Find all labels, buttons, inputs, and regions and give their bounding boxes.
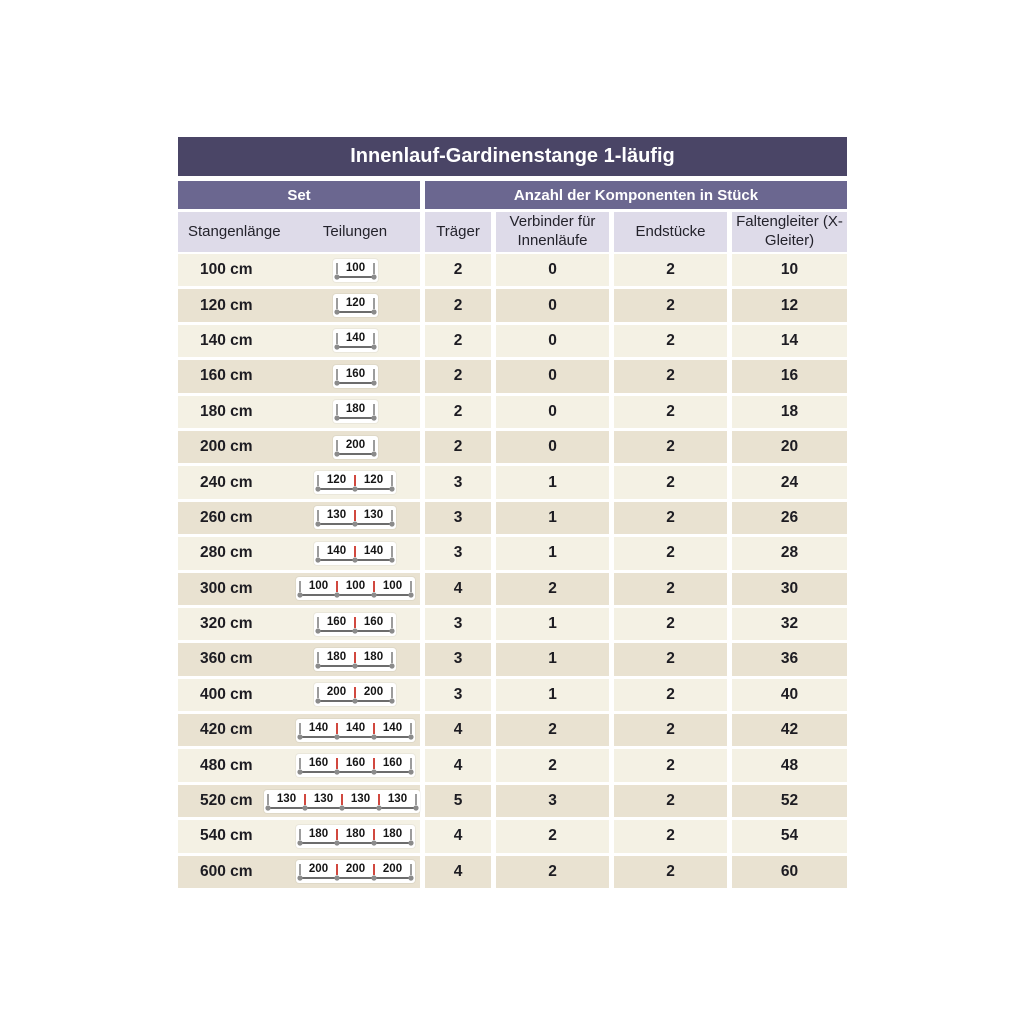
table-row — [178, 856, 847, 888]
table-title: Innenlauf-Gardinenstange 1-läufig — [178, 137, 847, 176]
traeger-value: 2 — [425, 325, 491, 357]
table-row — [178, 714, 847, 746]
svg-text:160: 160 — [326, 615, 347, 628]
traeger-value: 3 — [425, 537, 491, 569]
table-row — [178, 396, 847, 428]
svg-text:130: 130 — [363, 509, 384, 522]
traeger-value: 2 — [425, 360, 491, 392]
verbinder-value: 3 — [496, 785, 609, 817]
svg-text:200: 200 — [345, 438, 365, 451]
table-row — [178, 431, 847, 463]
column-header-traeger: Träger — [425, 212, 491, 252]
traeger-value: 4 — [425, 714, 491, 746]
set-cell — [178, 643, 420, 675]
verbinder-value: 1 — [496, 608, 609, 640]
endstuecke-value: 2 — [614, 643, 727, 675]
section-header-row — [178, 181, 847, 209]
endstuecke-value: 2 — [614, 820, 727, 852]
teilungen-diagram — [296, 860, 415, 883]
traeger-value: 4 — [425, 856, 491, 888]
svg-text:100: 100 — [308, 580, 328, 593]
stangenlaenge-value: 520 cm — [200, 792, 253, 810]
verbinder-value: 1 — [496, 502, 609, 534]
set-cell — [178, 254, 420, 286]
traeger-value: 3 — [425, 608, 491, 640]
svg-text:160: 160 — [363, 615, 384, 628]
stangenlaenge-value: 600 cm — [200, 862, 253, 880]
teilungen-diagram — [314, 542, 396, 565]
stangenlaenge-value: 360 cm — [200, 650, 253, 668]
traeger-value: 2 — [425, 396, 491, 428]
stangenlaenge-value: 240 cm — [200, 473, 253, 491]
stangenlaenge-value: 140 cm — [200, 331, 253, 349]
table-body — [178, 254, 847, 888]
verbinder-value: 1 — [496, 643, 609, 675]
table-row — [178, 608, 847, 640]
faltengleiter-value: 40 — [732, 679, 847, 711]
stangenlaenge-value: 420 cm — [200, 721, 253, 739]
table-row — [178, 325, 847, 357]
endstuecke-value: 2 — [614, 254, 727, 286]
teilungen-diagram — [314, 648, 396, 671]
stangenlaenge-value: 260 cm — [200, 508, 253, 526]
teilungen-diagram — [333, 436, 378, 459]
teilungen-diagram — [314, 683, 396, 706]
table-row — [178, 573, 847, 605]
verbinder-value: 2 — [496, 856, 609, 888]
table-row — [178, 820, 847, 852]
faltengleiter-value: 10 — [732, 254, 847, 286]
svg-text:130: 130 — [326, 509, 347, 522]
faltengleiter-value: 14 — [732, 325, 847, 357]
verbinder-value: 0 — [496, 289, 609, 321]
column-header-set — [178, 212, 420, 252]
svg-text:200: 200 — [345, 863, 365, 876]
set-cell — [178, 325, 420, 357]
set-cell — [178, 396, 420, 428]
stangenlaenge-value: 300 cm — [200, 579, 253, 597]
stangenlaenge-value: 160 cm — [200, 367, 253, 385]
svg-text:100: 100 — [345, 580, 365, 593]
svg-text:200: 200 — [382, 863, 402, 876]
verbinder-value: 1 — [496, 537, 609, 569]
verbinder-value: 0 — [496, 360, 609, 392]
svg-text:120: 120 — [363, 474, 384, 487]
traeger-value: 4 — [425, 820, 491, 852]
verbinder-value: 1 — [496, 466, 609, 498]
teilungen-diagram — [314, 471, 396, 494]
svg-text:120: 120 — [345, 297, 365, 310]
svg-text:180: 180 — [326, 650, 347, 663]
teilungen-diagram — [333, 294, 378, 317]
set-cell — [178, 856, 420, 888]
table-row — [178, 537, 847, 569]
column-header-endstuecke: Endstücke — [614, 212, 727, 252]
endstuecke-value: 2 — [614, 289, 727, 321]
table-row — [178, 679, 847, 711]
svg-text:130: 130 — [387, 792, 408, 805]
section-header-set: Set — [178, 181, 420, 209]
traeger-value: 2 — [425, 431, 491, 463]
faltengleiter-value: 48 — [732, 749, 847, 781]
section-header-components: Anzahl der Komponenten in Stück — [425, 181, 847, 209]
endstuecke-value: 2 — [614, 396, 727, 428]
teilungen-diagram — [333, 400, 378, 423]
faltengleiter-value: 30 — [732, 573, 847, 605]
verbinder-value: 2 — [496, 820, 609, 852]
faltengleiter-value: 52 — [732, 785, 847, 817]
teilungen-diagram — [314, 613, 396, 636]
faltengleiter-value: 12 — [732, 289, 847, 321]
endstuecke-value: 2 — [614, 856, 727, 888]
stangenlaenge-value: 180 cm — [200, 402, 253, 420]
teilungen-diagram — [296, 754, 415, 777]
set-cell — [178, 679, 420, 711]
faltengleiter-value: 24 — [732, 466, 847, 498]
table-row — [178, 643, 847, 675]
column-header-stangenlaenge: Stangenlänge — [188, 222, 281, 240]
table-row — [178, 785, 847, 817]
column-header-teilungen: Teilungen — [322, 222, 388, 240]
stangenlaenge-value: 120 cm — [200, 296, 253, 314]
svg-text:200: 200 — [363, 686, 384, 699]
stangenlaenge-value: 280 cm — [200, 544, 253, 562]
teilungen-diagram — [296, 577, 415, 600]
stangenlaenge-value: 100 cm — [200, 261, 253, 279]
verbinder-value: 0 — [496, 396, 609, 428]
stangenlaenge-value: 480 cm — [200, 756, 253, 774]
endstuecke-value: 2 — [614, 608, 727, 640]
svg-text:100: 100 — [382, 580, 402, 593]
svg-text:140: 140 — [326, 544, 347, 557]
traeger-value: 2 — [425, 254, 491, 286]
traeger-value: 4 — [425, 573, 491, 605]
endstuecke-value: 2 — [614, 431, 727, 463]
svg-text:160: 160 — [345, 757, 365, 770]
table-row — [178, 254, 847, 286]
teilungen-diagram — [333, 365, 378, 388]
traeger-value: 2 — [425, 289, 491, 321]
table-row — [178, 289, 847, 321]
faltengleiter-value: 36 — [732, 643, 847, 675]
svg-text:140: 140 — [363, 544, 384, 557]
endstuecke-value: 2 — [614, 573, 727, 605]
table-row — [178, 502, 847, 534]
endstuecke-value: 2 — [614, 679, 727, 711]
table-row — [178, 466, 847, 498]
teilungen-diagram — [296, 825, 415, 848]
traeger-value: 3 — [425, 502, 491, 534]
endstuecke-value: 2 — [614, 537, 727, 569]
teilungen-diagram — [296, 719, 415, 742]
endstuecke-value: 2 — [614, 325, 727, 357]
svg-text:160: 160 — [345, 367, 365, 380]
endstuecke-value: 2 — [614, 466, 727, 498]
set-cell — [178, 360, 420, 392]
traeger-value: 5 — [425, 785, 491, 817]
teilungen-diagram — [264, 790, 420, 813]
svg-text:160: 160 — [308, 757, 328, 770]
verbinder-value: 2 — [496, 749, 609, 781]
faltengleiter-value: 32 — [732, 608, 847, 640]
verbinder-value: 2 — [496, 714, 609, 746]
faltengleiter-value: 26 — [732, 502, 847, 534]
faltengleiter-value: 16 — [732, 360, 847, 392]
traeger-value: 3 — [425, 466, 491, 498]
set-cell — [178, 785, 420, 817]
endstuecke-value: 2 — [614, 714, 727, 746]
svg-text:100: 100 — [345, 261, 365, 274]
endstuecke-value: 2 — [614, 360, 727, 392]
endstuecke-value: 2 — [614, 502, 727, 534]
faltengleiter-value: 54 — [732, 820, 847, 852]
verbinder-value: 1 — [496, 679, 609, 711]
svg-text:140: 140 — [308, 721, 328, 734]
column-header-faltengleiter: Faltengleiter (X-Gleiter) — [732, 212, 847, 252]
svg-text:140: 140 — [382, 721, 402, 734]
column-header-verbinder: Verbinder für Innenläufe — [496, 212, 609, 252]
svg-text:200: 200 — [308, 863, 328, 876]
teilungen-diagram — [333, 259, 378, 282]
verbinder-value: 0 — [496, 431, 609, 463]
svg-text:160: 160 — [382, 757, 402, 770]
set-cell — [178, 537, 420, 569]
set-cell — [178, 431, 420, 463]
traeger-value: 3 — [425, 643, 491, 675]
set-cell — [178, 749, 420, 781]
stangenlaenge-value: 540 cm — [200, 827, 253, 845]
svg-text:180: 180 — [308, 827, 328, 840]
set-cell — [178, 502, 420, 534]
svg-text:180: 180 — [345, 403, 365, 416]
svg-text:130: 130 — [350, 792, 371, 805]
stangenlaenge-value: 200 cm — [200, 438, 253, 456]
traeger-value: 3 — [425, 679, 491, 711]
svg-text:130: 130 — [276, 792, 297, 805]
svg-text:140: 140 — [345, 721, 365, 734]
column-header-row — [178, 212, 847, 252]
faltengleiter-value: 42 — [732, 714, 847, 746]
stangenlaenge-value: 400 cm — [200, 685, 253, 703]
svg-text:180: 180 — [345, 827, 365, 840]
faltengleiter-value: 60 — [732, 856, 847, 888]
faltengleiter-value: 20 — [732, 431, 847, 463]
spec-table — [178, 137, 847, 891]
svg-text:180: 180 — [363, 650, 384, 663]
stangenlaenge-value: 320 cm — [200, 615, 253, 633]
set-cell — [178, 466, 420, 498]
table-row — [178, 749, 847, 781]
set-cell — [178, 820, 420, 852]
endstuecke-value: 2 — [614, 785, 727, 817]
faltengleiter-value: 18 — [732, 396, 847, 428]
svg-text:180: 180 — [382, 827, 402, 840]
set-cell — [178, 573, 420, 605]
faltengleiter-value: 28 — [732, 537, 847, 569]
set-cell — [178, 714, 420, 746]
svg-text:140: 140 — [345, 332, 365, 345]
verbinder-value: 0 — [496, 254, 609, 286]
svg-text:200: 200 — [326, 686, 347, 699]
set-cell — [178, 289, 420, 321]
verbinder-value: 2 — [496, 573, 609, 605]
svg-text:130: 130 — [313, 792, 334, 805]
svg-text:120: 120 — [326, 474, 347, 487]
teilungen-diagram — [314, 506, 396, 529]
traeger-value: 4 — [425, 749, 491, 781]
set-cell — [178, 608, 420, 640]
verbinder-value: 0 — [496, 325, 609, 357]
endstuecke-value: 2 — [614, 749, 727, 781]
table-row — [178, 360, 847, 392]
teilungen-diagram — [333, 329, 378, 352]
